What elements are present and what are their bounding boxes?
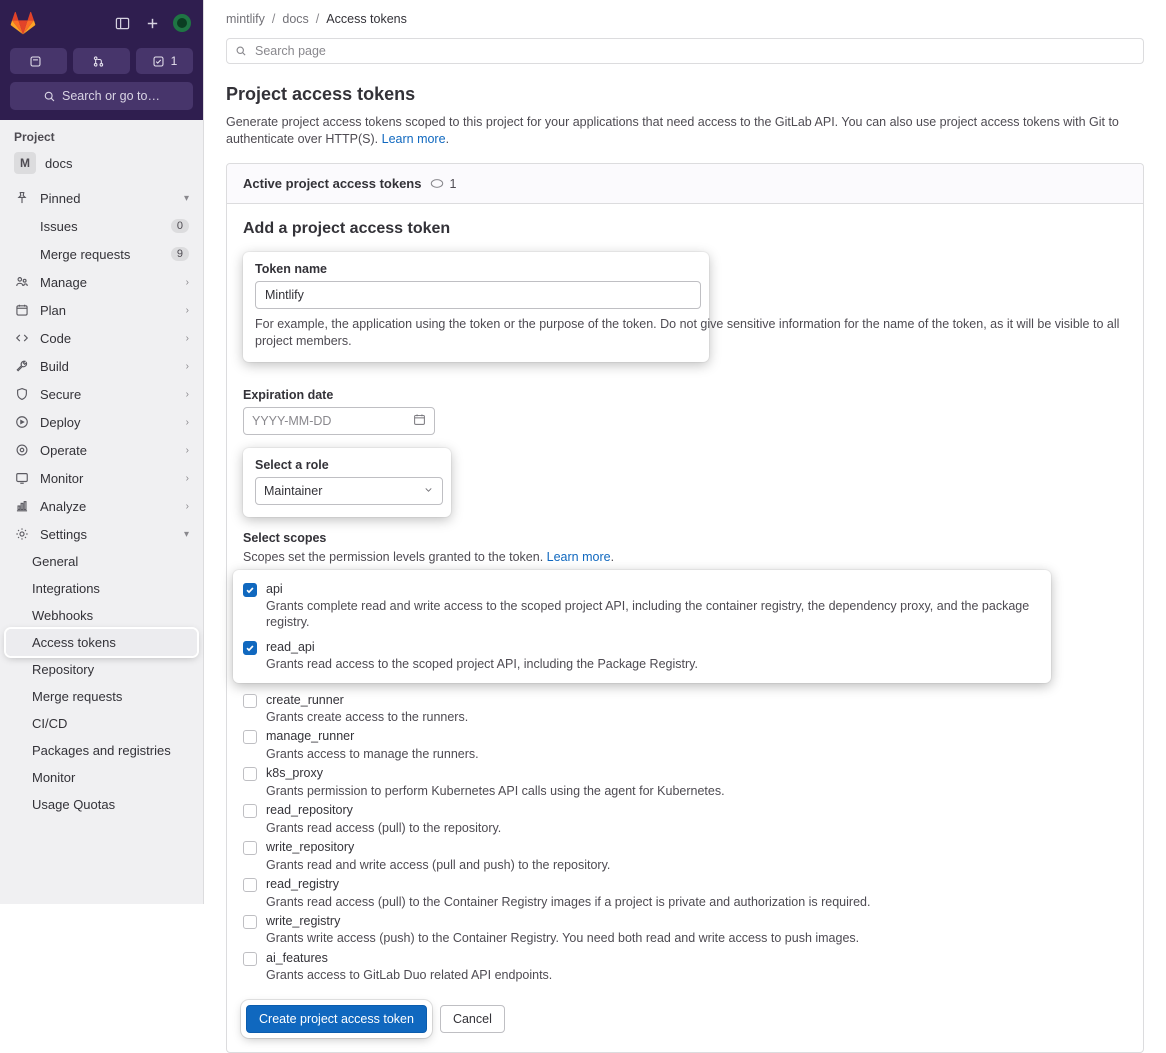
sidebar-item-code[interactable] — [6, 324, 197, 352]
scope-checkbox-read-api[interactable] — [243, 641, 257, 655]
sidebar-item-settings[interactable] — [6, 520, 197, 548]
scope-name-write-registry: write_registry — [266, 913, 341, 928]
sidebar-item-operate[interactable] — [6, 436, 197, 464]
submit-button-highlight — [243, 1002, 430, 1036]
page-description-text: Generate project access tokens scoped to this project for your applications that need access to the GitLab API. You can also use project access tokens with Git to authenticate over HTTP(S). — [226, 115, 1119, 146]
sidebar-item-analyze[interactable] — [6, 492, 197, 520]
active-tokens-panel — [226, 163, 1144, 1052]
highlighted-scopes-group — [233, 570, 1051, 683]
manage-icon — [14, 274, 30, 290]
expiration-label: Expiration date — [243, 387, 334, 402]
build-icon — [14, 358, 30, 374]
calendar-icon[interactable] — [413, 413, 426, 429]
sidebar — [0, 0, 204, 904]
sidebar-item-build[interactable] — [6, 352, 197, 380]
sidebar-item-merge-requests-settings-label: Merge requests — [32, 689, 123, 704]
scope-desc-write-registry: Grants write access (push) to the Container Registry. You need both read and write access to push images. — [266, 931, 860, 946]
scope-desc-api: Grants complete read and write access to the scoped project API, including the container registry, the dependency proxy, and the package registry. — [266, 599, 1030, 630]
chevron-right-icon: › — [185, 388, 189, 400]
scope-desc-write-repository: Grants read and write access (pull and push) to the repository. — [266, 857, 611, 872]
operate-icon — [14, 442, 30, 458]
scopes-note — [243, 550, 1127, 564]
scope-desc-create-runner: Grants create access to the runners. — [266, 710, 469, 725]
learn-more-link[interactable]: Learn more — [381, 131, 446, 146]
active-tokens-count — [430, 177, 456, 191]
search-icon — [235, 45, 247, 57]
token-icon — [430, 178, 444, 189]
sidebar-item-merge-requests-settings[interactable] — [6, 683, 197, 710]
sidebar-project[interactable] — [0, 148, 203, 184]
create-project-access-token-button[interactable]: Create project access token — [246, 1005, 427, 1033]
sidebar-item-analyze-label: Analyze — [40, 498, 87, 514]
scope-checkbox-manage-runner[interactable] — [243, 730, 257, 744]
sidebar-item-monitor-label: Monitor — [40, 470, 84, 486]
chevron-down-icon — [423, 484, 434, 498]
chevron-right-icon: › — [185, 500, 189, 512]
breadcrumb-item-project[interactable]: docs — [282, 12, 309, 26]
chevron-down-icon: ▾ — [183, 528, 189, 540]
sidebar-item-plan-label: Plan — [40, 302, 67, 318]
chevron-down-icon: ▾ — [183, 192, 189, 204]
cancel-button[interactable]: Cancel — [440, 1005, 505, 1033]
search-page-input[interactable] — [226, 38, 1144, 64]
scope-row-write-repository[interactable] — [243, 836, 1127, 873]
scope-checkbox-create-runner[interactable] — [243, 694, 257, 708]
sidebar-item-usage-quotas-label: Usage Quotas — [32, 797, 116, 812]
scope-name-api: api — [266, 581, 283, 596]
token-name-label: Token name — [255, 262, 328, 277]
scope-checkbox-read-registry[interactable] — [243, 878, 257, 892]
add-token-form — [227, 204, 1143, 1051]
chevron-right-icon: › — [185, 416, 189, 428]
form-title: Add a project access token — [243, 220, 451, 238]
sidebar-item-cicd[interactable] — [6, 710, 197, 737]
expiration-placeholder: YYYY-MM-DD — [252, 413, 332, 428]
sidebar-issues-count[interactable] — [10, 48, 67, 74]
main-content — [204, 0, 1166, 1026]
gear-icon — [14, 526, 30, 542]
sidebar-item-merge-requests[interactable] — [6, 240, 197, 268]
analyze-icon — [14, 498, 30, 514]
scope-row-ai-features[interactable] — [243, 947, 1127, 984]
project-avatar: M — [14, 152, 36, 174]
scope-name-write-repository: write_repository — [266, 840, 355, 854]
scope-checkbox-write-registry[interactable] — [243, 915, 257, 929]
scope-desc-read-registry: Grants read access (pull) to the Container Registry images if a project is private and authorization is required. — [266, 894, 871, 909]
sidebar-counts — [10, 48, 193, 74]
scope-name-read-api: read_api — [266, 639, 315, 654]
sidebar-item-general-label: General — [32, 554, 79, 569]
token-name-helper: For example, the application using the token or the purpose of the token. Do not give sensitive information for the name of the token, as it will be visible to all project members. — [255, 317, 1120, 348]
sidebar-item-merge-requests-badge: 9 — [171, 247, 189, 261]
sidebar-item-packages-registries-label: Packages and registries — [32, 743, 171, 758]
breadcrumb-item-current[interactable]: Access tokens — [326, 12, 407, 26]
breadcrumb-separator: / — [271, 12, 276, 26]
sidebar-item-general[interactable] — [6, 548, 197, 575]
scopes-list — [243, 689, 1127, 984]
sidebar-item-code-label: Code — [40, 330, 72, 346]
sidebar-item-monitor-settings-label: Monitor — [32, 770, 76, 785]
sidebar-toggle-icon[interactable] — [111, 12, 133, 34]
scope-checkbox-k8s-proxy[interactable] — [243, 767, 257, 781]
sidebar-item-usage-quotas[interactable] — [6, 791, 197, 818]
chevron-right-icon: › — [185, 472, 189, 484]
scope-checkbox-ai-features[interactable] — [243, 952, 257, 966]
role-select[interactable] — [255, 477, 443, 505]
sidebar-item-cicd-label: CI/CD — [32, 716, 68, 731]
form-actions — [243, 1002, 1127, 1036]
scope-row-read-api[interactable] — [243, 636, 1041, 673]
scopes-note-text: Scopes set the permission levels granted to the token. — [243, 549, 547, 564]
scopes-label: Select scopes — [243, 530, 327, 545]
scope-desc-ai-features: Grants access to GitLab Duo related API endpoints. — [266, 968, 553, 983]
scope-name-ai-features: ai_features — [266, 950, 328, 965]
user-avatar[interactable] — [171, 12, 193, 34]
monitor-icon — [14, 470, 30, 486]
sidebar-item-secure-label: Secure — [40, 386, 82, 402]
breadcrumb-separator: / — [315, 12, 320, 26]
chevron-right-icon: › — [185, 360, 189, 372]
active-tokens-count-value: 1 — [449, 176, 457, 191]
sidebar-item-merge-requests-label: Merge requests — [40, 246, 131, 262]
deploy-icon — [14, 414, 30, 430]
sidebar-item-manage-label: Manage — [40, 274, 87, 290]
sidebar-item-access-tokens-label: Access tokens — [32, 635, 116, 650]
search-icon — [43, 90, 56, 103]
role-value: Maintainer — [264, 483, 323, 498]
sidebar-item-integrations[interactable] — [6, 575, 197, 602]
sidebar-item-repository-label: Repository — [32, 662, 95, 677]
shield-icon — [14, 386, 30, 402]
scope-desc-manage-runner: Grants access to manage the runners. — [266, 747, 479, 761]
sidebar-item-deploy[interactable] — [6, 408, 197, 436]
code-icon — [14, 330, 30, 346]
chevron-right-icon: › — [185, 332, 189, 344]
scope-row-read-repository[interactable] — [243, 799, 1127, 836]
sidebar-todos-count-label: 1 — [170, 54, 178, 68]
project-name: docs — [45, 155, 73, 171]
sidebar-item-issues[interactable] — [6, 212, 197, 240]
sidebar-item-monitor[interactable] — [6, 464, 197, 492]
scope-checkbox-write-repository[interactable] — [243, 841, 257, 855]
sidebar-item-settings-label: Settings — [40, 526, 87, 542]
scope-desc-read-api: Grants read access to the scoped project API, including the Package Registry. — [266, 657, 698, 672]
page-description-period: . — [445, 131, 450, 146]
breadcrumb — [204, 0, 1166, 38]
sidebar-item-manage[interactable] — [6, 268, 197, 296]
scope-name-read-repository: read_repository — [266, 803, 353, 818]
sidebar-item-monitor-settings[interactable] — [6, 764, 197, 791]
scope-row-create-runner[interactable] — [243, 689, 1127, 726]
sidebar-header — [0, 0, 203, 120]
token-name-input[interactable] — [255, 281, 701, 309]
scope-checkbox-api[interactable] — [243, 583, 257, 597]
scopes-learn-more-link[interactable]: Learn more — [546, 549, 611, 564]
sidebar-item-operate-label: Operate — [40, 442, 87, 458]
sidebar-item-integrations-label: Integrations — [32, 581, 100, 596]
sidebar-item-repository[interactable] — [6, 656, 197, 683]
scope-name-manage-runner: manage_runner — [266, 729, 355, 744]
sidebar-item-secure[interactable] — [6, 380, 197, 408]
sidebar-todos-count[interactable] — [136, 48, 193, 74]
sidebar-item-plan[interactable] — [6, 296, 197, 324]
page-description — [226, 114, 1126, 147]
chevron-right-icon: › — [185, 276, 189, 288]
token-name-card — [243, 252, 1120, 361]
role-label: Select a role — [255, 457, 329, 472]
sidebar-item-build-label: Build — [40, 358, 69, 374]
page-title: Project access tokens — [226, 84, 416, 104]
sidebar-item-access-tokens[interactable] — [6, 629, 197, 656]
scope-name-create-runner: create_runner — [266, 692, 344, 707]
active-tokens-header[interactable] — [227, 164, 1143, 204]
sidebar-item-webhooks[interactable] — [6, 602, 197, 629]
sidebar-section-label: Project — [14, 130, 55, 144]
sidebar-item-pinned-label: Pinned — [40, 190, 81, 206]
sidebar-item-issues-label: Issues — [40, 218, 78, 234]
chevron-right-icon: › — [185, 304, 189, 316]
active-tokens-title: Active project access tokens — [243, 176, 422, 192]
sidebar-item-webhooks-label: Webhooks — [32, 608, 94, 623]
scope-row-k8s-proxy[interactable] — [243, 762, 1127, 799]
sidebar-item-deploy-label: Deploy — [40, 414, 81, 430]
scope-row-read-registry[interactable] — [243, 873, 1127, 910]
plus-icon[interactable] — [141, 12, 163, 34]
scopes-note-period: . — [610, 549, 615, 564]
scope-row-api[interactable] — [243, 578, 1041, 631]
chevron-right-icon: › — [185, 444, 189, 456]
sidebar-search-label: Search or go to… — [62, 89, 160, 103]
gitlab-logo-icon[interactable] — [10, 10, 36, 36]
sidebar-item-issues-badge: 0 — [171, 219, 189, 233]
scope-desc-read-repository: Grants read access (pull) to the repository. — [266, 820, 502, 835]
token-name-value: Mintlify — [265, 288, 304, 303]
sidebar-nav — [0, 184, 203, 904]
role-card — [243, 448, 451, 517]
scope-checkbox-read-repository[interactable] — [243, 804, 257, 818]
scope-row-manage-runner[interactable] — [243, 725, 1127, 762]
sidebar-search-button[interactable] — [10, 82, 193, 110]
plan-icon — [14, 302, 30, 318]
expiration-field — [243, 388, 1127, 435]
breadcrumb-item-group[interactable]: mintlify — [226, 12, 265, 26]
search-page-placeholder: Search page — [255, 44, 326, 58]
pin-icon — [14, 190, 30, 206]
expiration-date-input[interactable] — [243, 407, 435, 435]
sidebar-item-packages-registries[interactable] — [6, 737, 197, 764]
scope-name-k8s-proxy: k8s_proxy — [266, 766, 323, 781]
sidebar-merge-requests-count[interactable] — [73, 48, 130, 74]
scopes-section — [243, 531, 1127, 984]
scope-desc-k8s-proxy: Grants permission to perform Kubernetes API calls using the agent for Kubernetes. — [266, 783, 725, 798]
sidebar-item-pinned[interactable] — [6, 184, 197, 212]
scope-name-read-registry: read_registry — [266, 876, 339, 891]
scope-row-write-registry[interactable] — [243, 910, 1127, 947]
